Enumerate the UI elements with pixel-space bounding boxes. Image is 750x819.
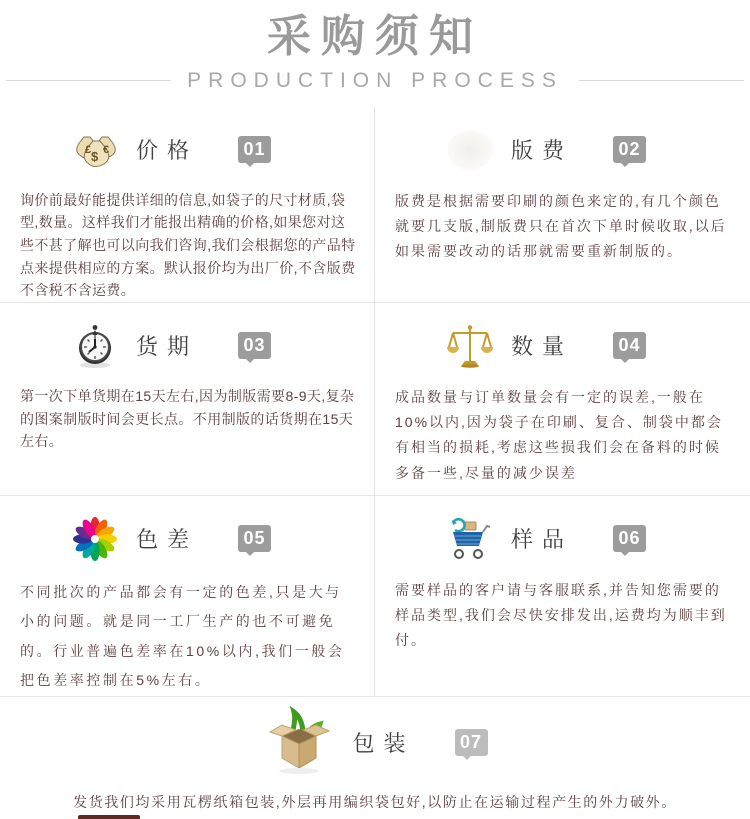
section-lead-time-header xyxy=(70,317,360,375)
section-sample-number-badge: 06 xyxy=(613,525,646,552)
section-plate-fee xyxy=(375,107,750,303)
page-title: 采购须知 xyxy=(267,12,483,61)
section-quantity-header xyxy=(445,317,736,375)
section-color-difference-header xyxy=(70,510,360,568)
section-price xyxy=(0,107,375,303)
shopping-cart-icon xyxy=(445,514,495,564)
section-sample-header xyxy=(445,510,736,568)
money-bags-icon xyxy=(70,125,120,175)
section-price-text: 询价前最好能提供详细的信息,如袋子的尺寸材质,袋型,数量。这样我们才能报出精确的价格,如果您对这些不甚了解也可以向我们咨询,我们会根据您的产品特点来提供相应的方案。默认报价均为出厂价,不含版费不含税不含运费。 xyxy=(20,191,356,299)
section-sample xyxy=(375,496,750,697)
section-lead-time-text: 第一次下单货期在15天左右,因为制版需要8-9天,复杂的图案制版时间会更长点。不用制版的话货期在15天左右。 xyxy=(20,387,355,450)
balance-scale-icon xyxy=(445,321,495,371)
section-sample-text: 需要样品的客户请与客服联系,并告知您需要的样品类型,我们会尽快安排发出,运费均为顺丰到付。 xyxy=(395,581,727,649)
svg-text:€: € xyxy=(103,143,110,156)
section-price-header xyxy=(70,121,360,179)
svg-text:$: $ xyxy=(91,148,99,164)
section-plate-fee-text: 版费是根据需要印刷的颜色来定的,有几个颜色就要几支版,制版费只在首次下单时候收取,以后如果需要改动的话那就需要重新制版的。 xyxy=(395,192,727,259)
page-header xyxy=(0,0,750,93)
subtitle-left-line xyxy=(6,80,171,81)
section-quantity-text: 成品数量与订单数量会有一定的误差,一般在10%以内,因为袋子在印刷、复合、制袋中都会有相当的损耗,考虑这些损我们会在备料的时候多备一些,尽量的减少误差 xyxy=(395,388,723,481)
section-price-number-badge: 01 xyxy=(238,136,271,163)
section-packaging-header xyxy=(0,705,750,781)
next-section-cutoff xyxy=(78,815,140,819)
notice-grid xyxy=(0,107,750,697)
section-plate-fee-label: 版费 xyxy=(511,138,574,164)
clock-icon xyxy=(70,321,120,371)
svg-text:£: £ xyxy=(85,143,92,156)
section-color-difference xyxy=(0,496,375,697)
open-box-icon xyxy=(262,706,336,780)
section-packaging-text: 发货我们均采用瓦楞纸箱包装,外层再用编织袋包好,以防止在运输过程产生的外力破外。 xyxy=(73,793,677,810)
plate-fee-icon xyxy=(445,125,495,175)
section-color-difference-number-badge: 05 xyxy=(238,525,271,552)
section-lead-time-number-badge: 03 xyxy=(238,332,271,359)
section-quantity-label: 数量 xyxy=(511,334,574,360)
subtitle-right-line xyxy=(579,80,744,81)
section-packaging xyxy=(0,697,750,814)
section-quantity xyxy=(375,303,750,496)
section-lead-time xyxy=(0,303,375,496)
section-price-label: 价格 xyxy=(136,138,199,164)
section-packaging-number-badge: 07 xyxy=(455,729,488,756)
section-color-difference-text: 不同批次的产品都会有一定的色差,只是大与小的问题。就是同一工厂生产的也不可避免的。行业普遍色差率在10%以内,我们一般会把色差率控制在5%左右。 xyxy=(20,583,345,689)
section-lead-time-label: 货期 xyxy=(136,334,199,360)
page-subtitle: PRODUCTION PROCESS xyxy=(187,68,563,92)
section-packaging-label: 包装 xyxy=(352,731,415,757)
section-sample-label: 样品 xyxy=(511,527,574,553)
subtitle-row xyxy=(0,69,750,93)
section-plate-fee-header xyxy=(445,121,736,179)
color-wheel-flower-icon xyxy=(70,514,120,564)
section-quantity-number-badge: 04 xyxy=(613,332,646,359)
section-color-difference-label: 色差 xyxy=(136,527,199,553)
section-plate-fee-number-badge: 02 xyxy=(613,136,646,163)
